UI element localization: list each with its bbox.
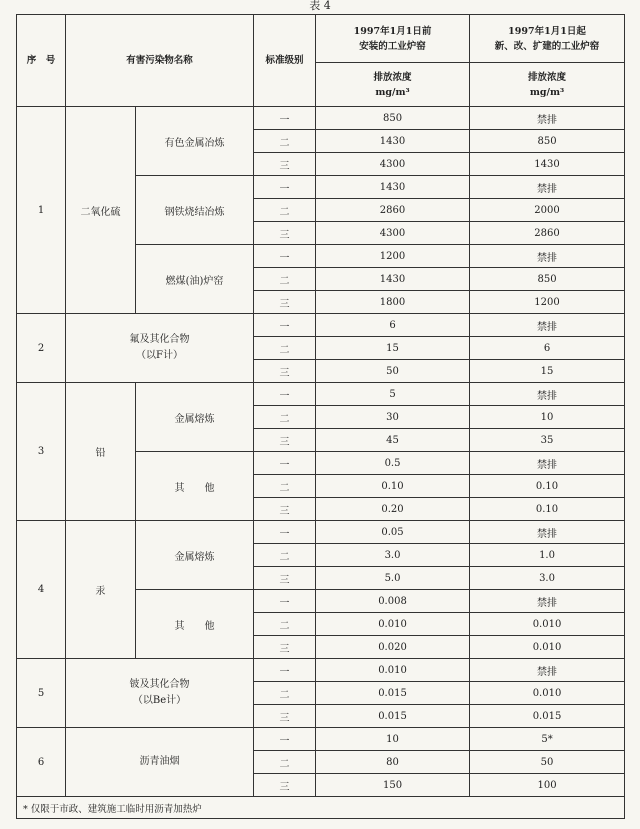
standard-level: 三	[254, 222, 316, 245]
header-concentration-label: 排放浓度	[528, 71, 567, 83]
sub-process-name: 金属熔炼	[136, 383, 254, 452]
concentration-before-1997: 15	[316, 337, 470, 360]
standard-level: 一	[254, 452, 316, 475]
standard-level: 一	[254, 521, 316, 544]
standard-level: 二	[254, 130, 316, 153]
standard-level: 三	[254, 429, 316, 452]
pollutant-name	[66, 314, 254, 383]
concentration-after-1997: 禁排	[470, 383, 625, 406]
concentration-after-1997: 1430	[470, 153, 625, 176]
pollutant-name-line1: 氟及其化合物	[129, 334, 190, 345]
header-col-before-1997	[316, 15, 470, 63]
table-caption: 表 4	[309, 0, 331, 12]
concentration-after-1997: 禁排	[470, 590, 625, 613]
concentration-before-1997: 0.10	[316, 475, 470, 498]
concentration-before-1997: 6	[316, 314, 470, 337]
sub-process-name: 燃煤(油)炉窑	[136, 245, 254, 314]
concentration-before-1997: 0.05	[316, 521, 470, 544]
standard-level: 三	[254, 498, 316, 521]
table-row	[17, 314, 625, 337]
concentration-before-1997: 2860	[316, 199, 470, 222]
header-concentration-before	[316, 63, 470, 107]
concentration-after-1997: 禁排	[470, 659, 625, 682]
concentration-after-1997: 1200	[470, 291, 625, 314]
pollutant-name: 二氧化硫	[66, 107, 136, 314]
pollutant-name-line1: 铍及其化合物	[129, 679, 190, 690]
standard-level: 三	[254, 636, 316, 659]
header-unit-label: mg/m³	[375, 86, 410, 98]
row-number: 2	[17, 314, 66, 383]
concentration-before-1997: 0.020	[316, 636, 470, 659]
standard-level: 一	[254, 176, 316, 199]
standard-level: 二	[254, 682, 316, 705]
table-row	[17, 107, 625, 130]
table-row	[17, 728, 625, 751]
pollutant-name: 汞	[66, 521, 136, 659]
header-standard-level: 标准级别	[254, 15, 316, 107]
concentration-after-1997: 35	[470, 429, 625, 452]
concentration-before-1997: 50	[316, 360, 470, 383]
concentration-after-1997: 禁排	[470, 452, 625, 475]
concentration-after-1997: 禁排	[470, 176, 625, 199]
concentration-after-1997: 1.0	[470, 544, 625, 567]
concentration-after-1997: 0.010	[470, 613, 625, 636]
standard-level: 二	[254, 751, 316, 774]
concentration-after-1997: 0.10	[470, 475, 625, 498]
header-unit-label: mg/m³	[529, 86, 565, 98]
concentration-after-1997: 0.010	[470, 682, 625, 705]
row-number: 3	[17, 383, 66, 521]
table-row	[17, 521, 625, 544]
standard-level: 二	[254, 268, 316, 291]
concentration-before-1997: 0.008	[316, 590, 470, 613]
concentration-after-1997: 850	[470, 268, 625, 291]
pollutant-name-line2: （以Be计）	[132, 695, 187, 706]
concentration-before-1997: 5.0	[316, 567, 470, 590]
concentration-before-1997: 3.0	[316, 544, 470, 567]
concentration-after-1997: 0.10	[470, 498, 625, 521]
standard-level: 三	[254, 153, 316, 176]
header-seq: 序 号	[17, 15, 66, 107]
standard-level: 二	[254, 406, 316, 429]
table-row	[17, 659, 625, 682]
standard-level: 一	[254, 245, 316, 268]
pollutant-name-line2: （以F计）	[136, 350, 183, 361]
concentration-after-1997: 2000	[470, 199, 625, 222]
concentration-before-1997: 4300	[316, 222, 470, 245]
standard-level: 一	[254, 728, 316, 751]
concentration-before-1997: 1430	[316, 130, 470, 153]
emission-standards-table	[16, 14, 625, 819]
standard-level: 三	[254, 291, 316, 314]
concentration-after-1997: 100	[470, 774, 625, 797]
standard-level: 三	[254, 360, 316, 383]
sub-process-name: 金属熔炼	[136, 521, 254, 590]
concentration-before-1997: 0.5	[316, 452, 470, 475]
concentration-before-1997: 150	[316, 774, 470, 797]
row-number: 5	[17, 659, 66, 728]
standard-level: 二	[254, 613, 316, 636]
pollutant-name: 铅	[66, 383, 136, 521]
standard-level: 一	[254, 107, 316, 130]
header-col-after-1997	[470, 15, 625, 63]
standard-level: 三	[254, 774, 316, 797]
sub-process-name: 有色金属冶炼	[136, 107, 254, 176]
concentration-before-1997: 0.010	[316, 659, 470, 682]
concentration-after-1997: 15	[470, 360, 625, 383]
concentration-after-1997: 禁排	[470, 245, 625, 268]
concentration-before-1997: 1200	[316, 245, 470, 268]
sub-process-name: 钢铁烧结冶炼	[136, 176, 254, 245]
concentration-after-1997: 50	[470, 751, 625, 774]
pollutant-name-line1: 沥青油烟	[139, 756, 180, 767]
standard-level: 一	[254, 590, 316, 613]
concentration-before-1997: 5	[316, 383, 470, 406]
pollutant-name	[66, 659, 254, 728]
row-number: 1	[17, 107, 66, 314]
footnote: * 仅限于市政、建筑施工临时用沥青加热炉	[17, 797, 625, 819]
concentration-after-1997: 2860	[470, 222, 625, 245]
concentration-before-1997: 45	[316, 429, 470, 452]
standard-level: 一	[254, 383, 316, 406]
concentration-before-1997: 1430	[316, 268, 470, 291]
header-col-before-1997-line2: 安装的工业炉窑	[359, 40, 426, 52]
concentration-after-1997: 10	[470, 406, 625, 429]
concentration-after-1997: 850	[470, 130, 625, 153]
concentration-before-1997: 10	[316, 728, 470, 751]
header-col-after-1997-line2: 新、改、扩建的工业炉窑	[494, 40, 600, 52]
standard-level: 一	[254, 659, 316, 682]
concentration-before-1997: 4300	[316, 153, 470, 176]
concentration-after-1997: 禁排	[470, 521, 625, 544]
concentration-before-1997: 30	[316, 406, 470, 429]
concentration-before-1997: 850	[316, 107, 470, 130]
header-concentration-after	[470, 63, 625, 107]
concentration-after-1997: 3.0	[470, 567, 625, 590]
concentration-after-1997: 0.015	[470, 705, 625, 728]
header-col-after-1997-line1: 1997年1月1日起	[508, 25, 586, 37]
concentration-before-1997: 0.015	[316, 682, 470, 705]
standard-level: 二	[254, 337, 316, 360]
pollutant-name	[66, 728, 254, 797]
footnote-row	[17, 797, 625, 819]
concentration-before-1997: 0.010	[316, 613, 470, 636]
concentration-before-1997: 80	[316, 751, 470, 774]
table-row	[17, 383, 625, 406]
concentration-after-1997: 禁排	[470, 314, 625, 337]
sub-process-name: 其 他	[136, 452, 254, 521]
header-concentration-label: 排放浓度	[373, 71, 412, 83]
concentration-after-1997: 6	[470, 337, 625, 360]
concentration-before-1997: 1430	[316, 176, 470, 199]
standard-level: 三	[254, 705, 316, 728]
standard-level: 三	[254, 567, 316, 590]
standard-level: 一	[254, 314, 316, 337]
standard-level: 二	[254, 199, 316, 222]
concentration-before-1997: 0.20	[316, 498, 470, 521]
header-col-before-1997-line1: 1997年1月1日前	[353, 25, 432, 37]
sub-process-name: 其 他	[136, 590, 254, 659]
concentration-after-1997: 5*	[470, 728, 625, 751]
row-number: 6	[17, 728, 66, 797]
row-number: 4	[17, 521, 66, 659]
concentration-before-1997: 1800	[316, 291, 470, 314]
standard-level: 二	[254, 475, 316, 498]
standard-level: 二	[254, 544, 316, 567]
concentration-before-1997: 0.015	[316, 705, 470, 728]
concentration-after-1997: 0.010	[470, 636, 625, 659]
concentration-after-1997: 禁排	[470, 107, 625, 130]
header-pollutant-name: 有害污染物名称	[66, 15, 254, 107]
